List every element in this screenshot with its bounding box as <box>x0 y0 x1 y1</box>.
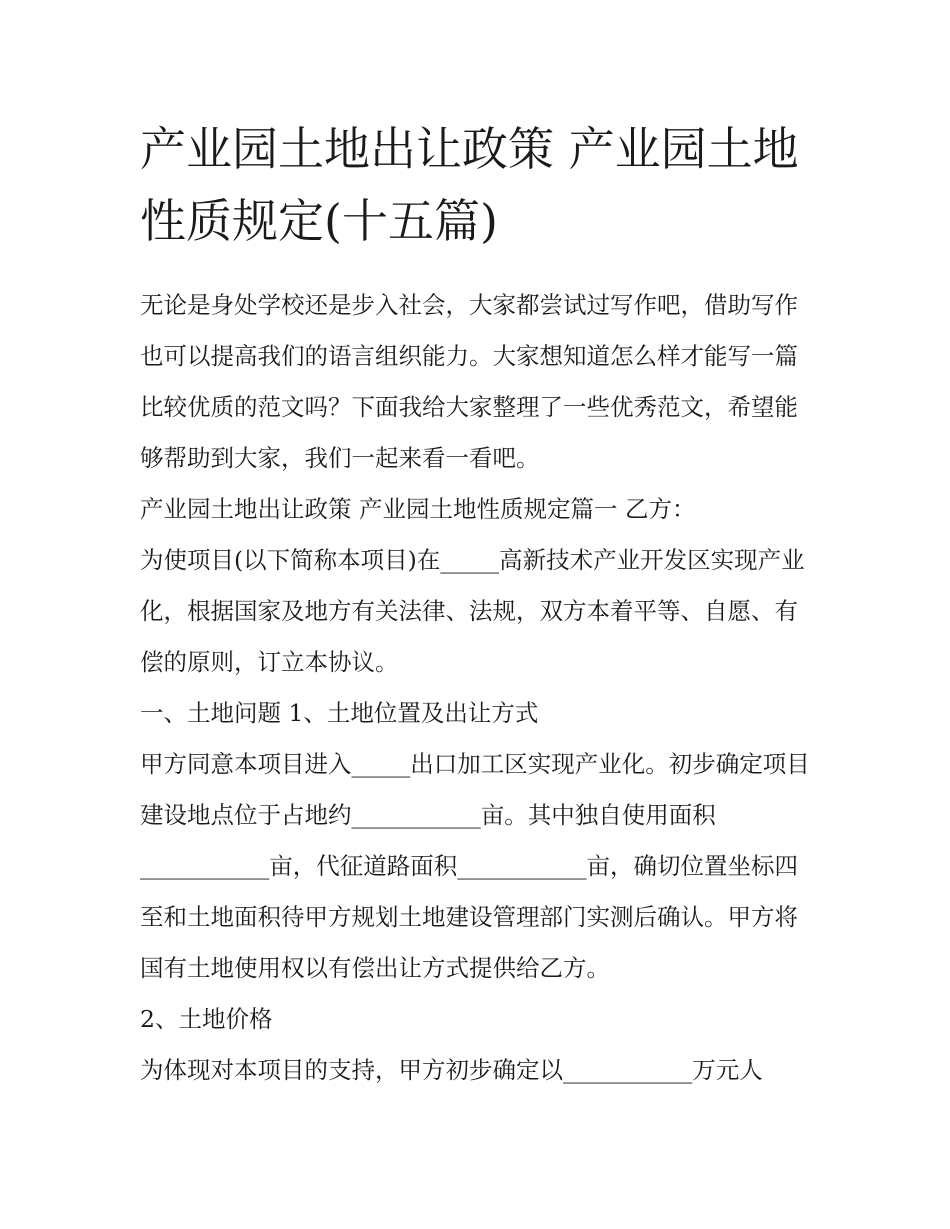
land-location-paragraph: 甲方同意本项目进入_____出口加工区实现产业化。初步确定项目建设地点位于占地约___________亩。其中独自使用面积___________亩，代征道路面积___________亩，确切位置坐标四至和土地面积待甲方规划土地建设管理部门实测后确认。甲方将国有土地使用权以有偿出让方式提供给乙方。 <box>140 750 810 982</box>
land-price-heading: 2、土地价格 <box>140 1005 273 1033</box>
section-heading-part-one: 产业园土地出让政策 产业园土地性质规定篇一 乙方： <box>140 495 696 523</box>
purpose-paragraph: 为使项目(以下简称本项目)在_____高新技术产业开发区实现产业化，根据国家及地方有关法律、法规，双方本着平等、自愿、有偿的原则，订立本协议。 <box>140 546 805 676</box>
intro-paragraph: 无论是身处学校还是步入社会，大家都尝试过写作吧，借助写作也可以提高我们的语言组织能力。大家想知道怎么样才能写一篇比较优质的范文吗？下面我给大家整理了一些优秀范文，希望能够帮助到大家，我们一起来看一看吧。 <box>140 291 798 472</box>
document-body <box>140 280 820 1096</box>
land-price-paragraph: 为体现对本项目的支持，甲方初步确定以___________万元人 <box>140 1056 763 1084</box>
land-issue-heading: 一、土地问题 1、土地位置及出让方式 <box>140 699 539 727</box>
document-title: 产业园土地出让政策 产业园土地性质规定(十五篇) <box>140 122 799 248</box>
